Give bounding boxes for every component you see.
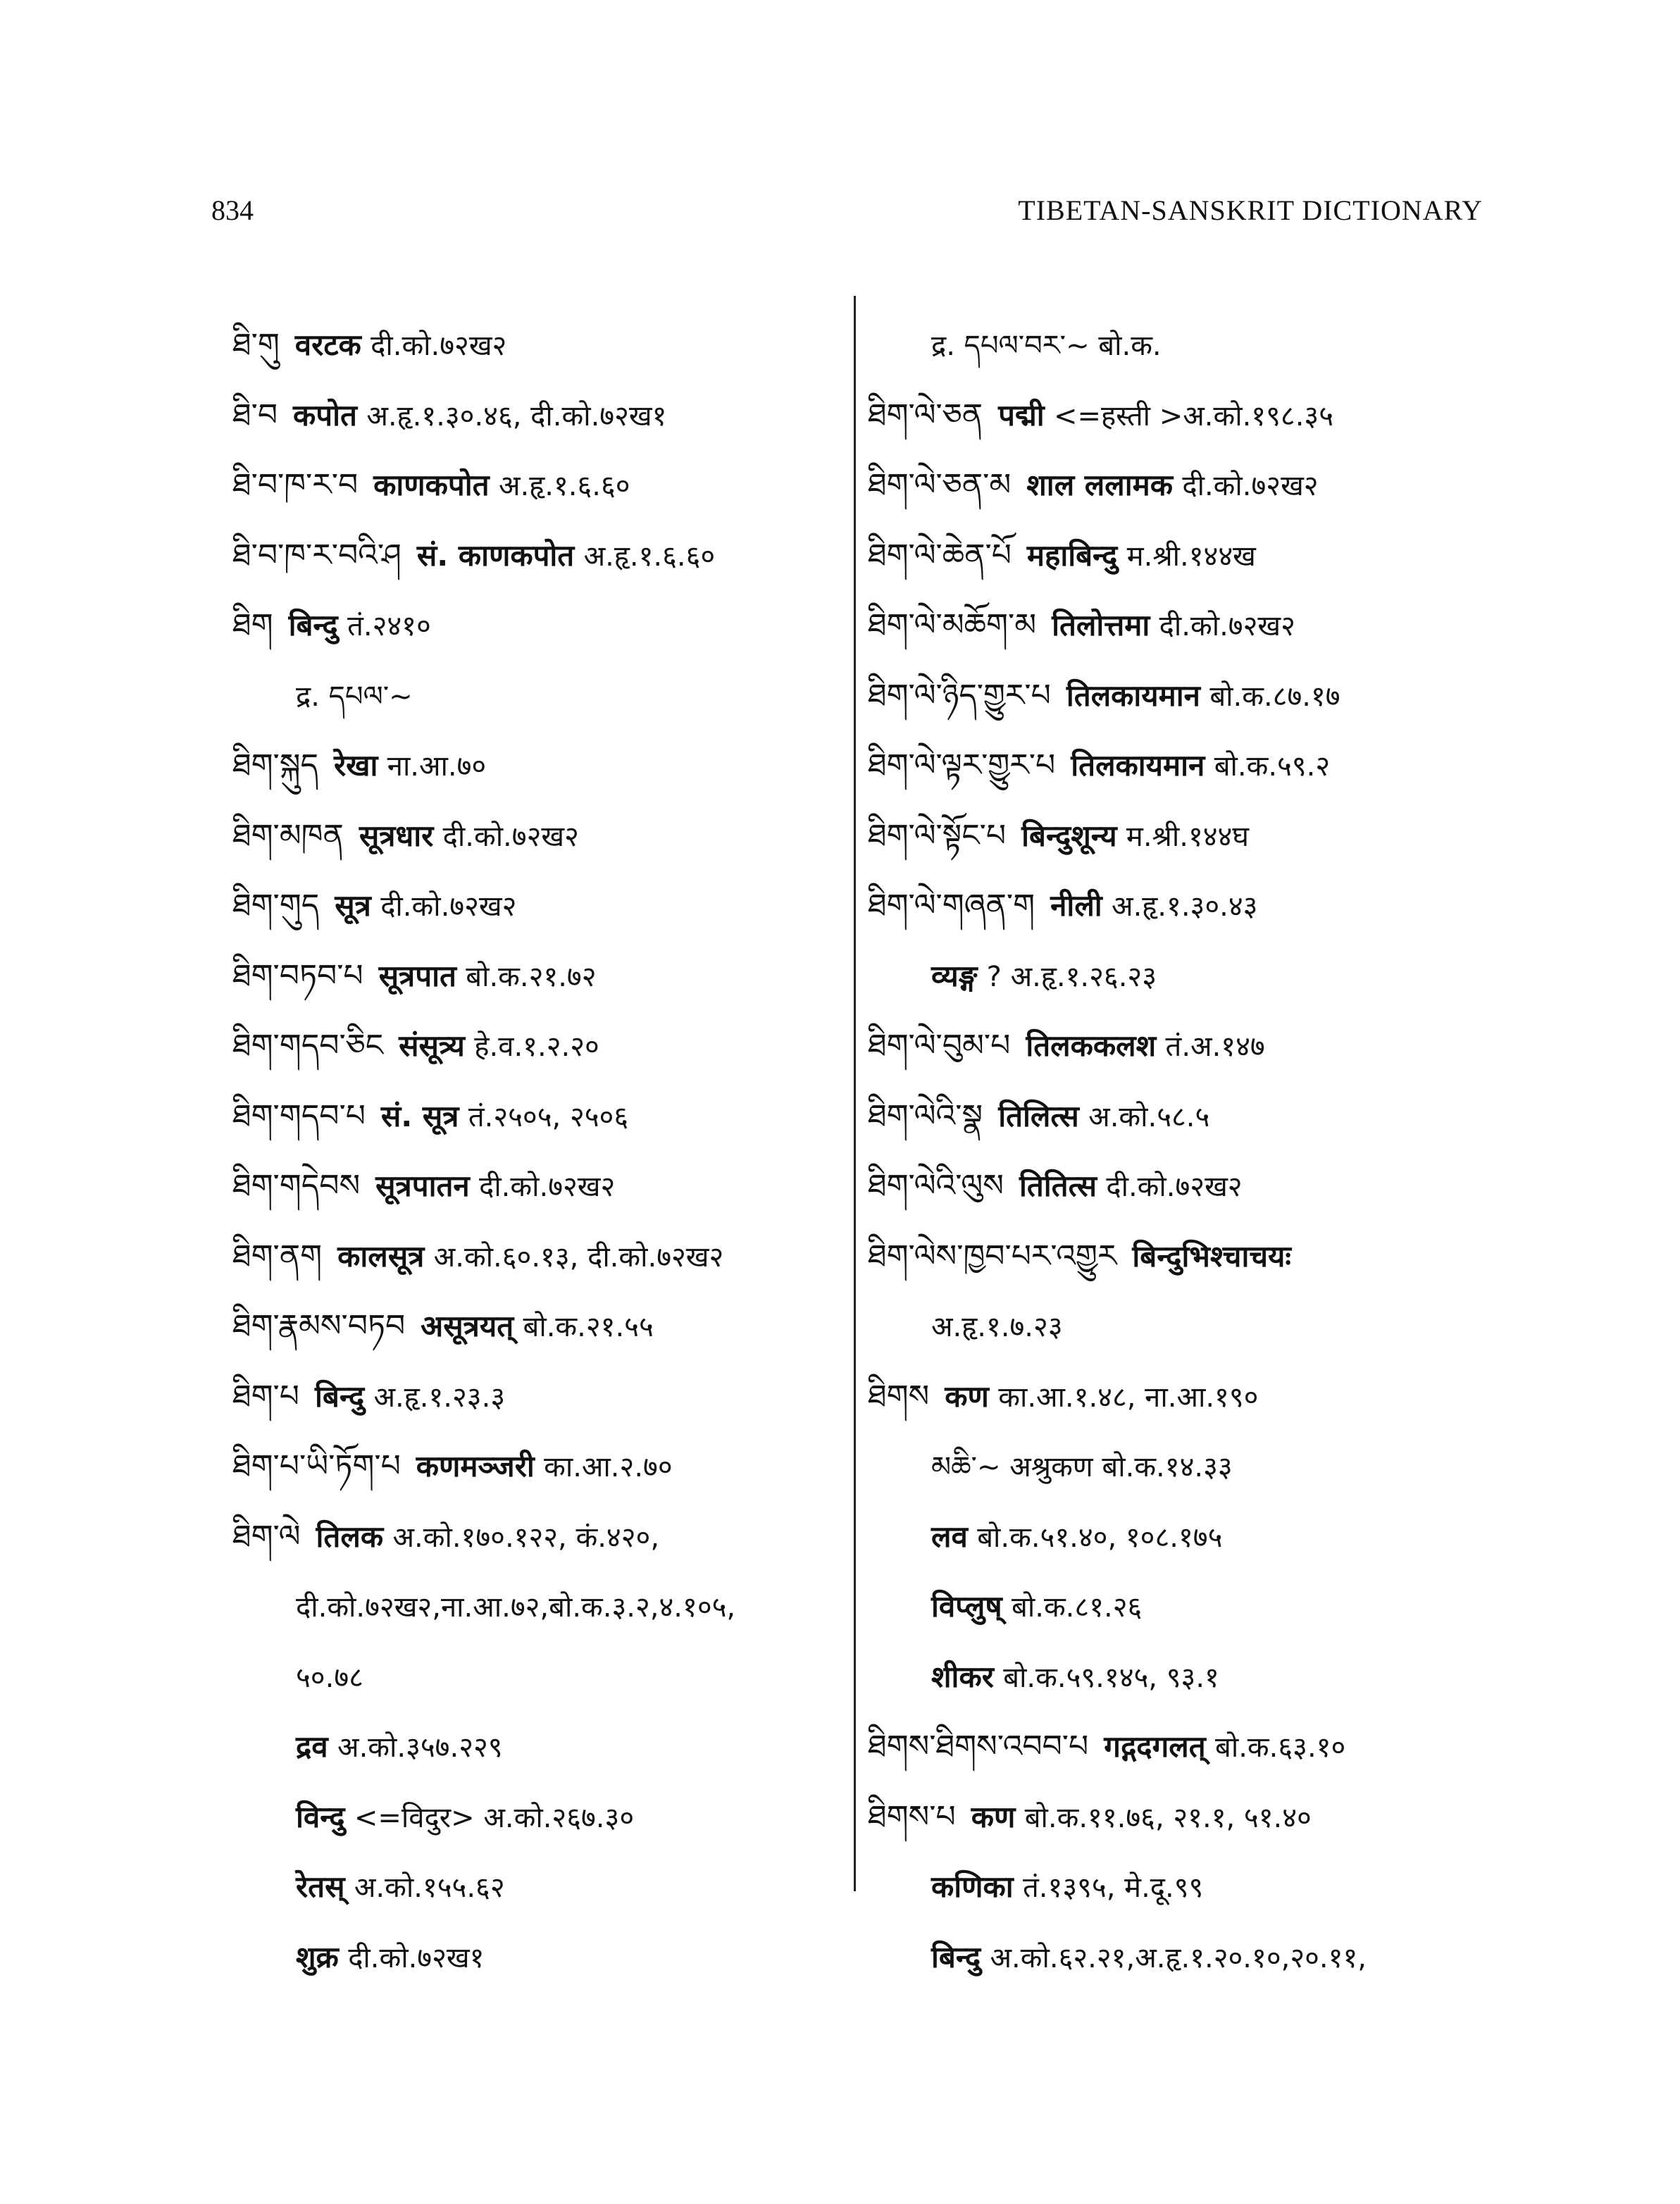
sanskrit-equivalent: तिलित्स xyxy=(998,1098,1079,1133)
tibetan-headword: ཐིགས་ཐིགས་འབབ་པ xyxy=(868,1729,1089,1764)
dictionary-entry xyxy=(232,801,838,871)
sanskrit-equivalent: तितित्स xyxy=(1019,1169,1097,1203)
sanskrit-equivalent: शुक्र xyxy=(296,1939,339,1974)
tibetan-headword: ཐིག་ལེ་བུམ་པ xyxy=(868,1028,1011,1064)
source-reference: दी.को.७२ख२ xyxy=(1106,1171,1243,1203)
sanskrit-equivalent: बिन्दु xyxy=(931,1939,981,1974)
source-reference: म.श्री.१४४ख xyxy=(1126,540,1256,573)
sanskrit-equivalent: नीली xyxy=(1050,888,1102,923)
tibetan-headword: ཐིགས xyxy=(868,1378,930,1414)
dictionary-entry xyxy=(868,590,1488,661)
tibetan-headword: ཐིག་ལེའི་ལུས xyxy=(868,1168,1004,1204)
source-reference: མཆི་~ अश्रुकण बो.क.१४.३३ xyxy=(931,1451,1233,1483)
source-reference: अ.को.५८.५ xyxy=(1088,1100,1210,1133)
tibetan-headword: ཐིག་ལེའི་སྣ xyxy=(868,1097,983,1134)
source-reference: बो.क.६३.१० xyxy=(1215,1731,1346,1764)
source-reference: बो.क.५९.२ xyxy=(1214,750,1331,783)
tibetan-headword: ཐིག་ལེ་ལྟར་གྱུར་པ xyxy=(868,747,1056,783)
entry-continuation xyxy=(868,1922,1488,1993)
dictionary-entry xyxy=(232,521,838,591)
dictionary-entry xyxy=(232,1291,838,1362)
sanskrit-equivalent: सं. काणकपोत xyxy=(416,537,575,573)
dictionary-entry xyxy=(868,730,1488,801)
sanskrit-equivalent: तिलकायमान xyxy=(1066,678,1200,713)
source-reference: ना.आ.७० xyxy=(387,750,487,783)
right-column xyxy=(868,310,1488,1992)
dictionary-entry xyxy=(232,310,838,380)
tibetan-headword: ཐིག་ལེ་ཅན་མ xyxy=(868,467,1012,503)
dictionary-entry xyxy=(232,380,838,451)
tibetan-headword: ཐིག་སྐུད xyxy=(232,747,318,783)
source-reference: तं.१३९५, मे.दू.९९ xyxy=(1023,1872,1204,1904)
source-reference: बो.क.५९.१४५, ९३.१ xyxy=(1003,1661,1219,1694)
dictionary-entry xyxy=(868,1782,1488,1853)
tibetan-headword: ཐིག xyxy=(232,607,273,643)
sanskrit-equivalent: तिलक xyxy=(316,1519,384,1554)
entry-continuation xyxy=(232,1782,838,1853)
dictionary-entry xyxy=(232,1502,838,1572)
source-reference: दी.को.७२ख१ xyxy=(348,1941,485,1974)
tibetan-headword: ཐིག་གདེབས xyxy=(232,1168,361,1204)
dictionary-entry xyxy=(868,871,1488,941)
source-reference: अ.हृ.१.६.६० xyxy=(498,470,630,502)
entry-continuation xyxy=(232,1571,838,1642)
tibetan-headword: ཐིག་གུད xyxy=(232,888,320,923)
source-reference: अ.को.३५७.२२९ xyxy=(337,1731,503,1764)
dictionary-entry xyxy=(232,590,838,661)
sanskrit-equivalent: लव xyxy=(931,1519,968,1554)
source-reference: द्र. དཔལ་~ xyxy=(296,680,413,713)
source-reference: बो.क.५१.४०, १०८.१७५ xyxy=(977,1521,1223,1554)
dictionary-entry xyxy=(232,1221,838,1292)
entry-continuation xyxy=(868,310,1488,380)
sanskrit-equivalent: रेखा xyxy=(333,748,378,783)
sanskrit-equivalent: कालसूत्र xyxy=(337,1238,425,1274)
dictionary-entry xyxy=(868,380,1488,451)
dictionary-entry xyxy=(868,1151,1488,1221)
tibetan-headword: ཐིག་གདབ་པ xyxy=(232,1097,366,1134)
dictionary-entry xyxy=(232,1362,838,1432)
source-reference: <=विदुर> अ.को.२६७.३० xyxy=(354,1801,635,1834)
sanskrit-equivalent: कणमञ्जरी xyxy=(416,1449,535,1483)
sanskrit-equivalent: सूत्र xyxy=(335,888,371,923)
tibetan-headword: ཐིག་པ xyxy=(232,1378,299,1414)
source-reference: बो.क.२१.७२ xyxy=(466,960,597,993)
tibetan-headword: ཐིག་བཏབ་པ xyxy=(232,957,363,994)
dictionary-entry xyxy=(232,1081,838,1152)
dictionary-entry xyxy=(232,730,838,801)
sanskrit-equivalent: तिलोत्तमा xyxy=(1052,608,1150,642)
sanskrit-equivalent: संसूत्र्य xyxy=(399,1028,465,1063)
source-reference: दी.को.७२ख२ xyxy=(371,330,507,362)
source-reference: अ.हृ.१.७.२३ xyxy=(931,1311,1063,1343)
sanskrit-equivalent: विन्दु xyxy=(296,1799,345,1834)
source-reference: दी.को.७२ख२ xyxy=(380,890,517,923)
tibetan-headword: ཐི་གུ xyxy=(232,327,280,363)
tibetan-headword: ཐི་བ་ཁ་ར་བ xyxy=(232,467,359,503)
source-reference: अ.हृ.१.३०.४६, दी.को.७२ख१ xyxy=(366,399,667,432)
source-reference: का.आ.२.७० xyxy=(544,1451,673,1483)
entry-continuation xyxy=(232,1922,838,1993)
tibetan-headword: ཐིག་ལེ་གཞན་ག xyxy=(868,888,1035,923)
source-reference: का.आ.१.४८, ना.आ.१९० xyxy=(998,1381,1259,1414)
source-reference: बो.क.८१.२६ xyxy=(1012,1591,1143,1624)
dictionary-entry xyxy=(232,1431,838,1502)
sanskrit-equivalent: बिन्दु xyxy=(315,1378,365,1414)
sanskrit-equivalent: तिलककलश xyxy=(1026,1028,1157,1063)
dictionary-entry xyxy=(232,1011,838,1081)
sanskrit-equivalent: गद्गदगलत् xyxy=(1104,1729,1206,1764)
source-reference: अ.को.१५५.६२ xyxy=(354,1872,505,1904)
sanskrit-equivalent: द्रव xyxy=(296,1729,328,1764)
tibetan-headword: ཐི་བ xyxy=(232,397,278,433)
dictionary-entry xyxy=(868,661,1488,731)
source-reference: तं.२५०५, २५०६ xyxy=(468,1100,629,1133)
sanskrit-equivalent: सूत्रधार xyxy=(359,818,434,853)
sanskrit-equivalent: असूत्रयत् xyxy=(421,1309,514,1343)
tibetan-headword: ཐིག་ལེ་ཉིད་གྱུར་པ xyxy=(868,677,1051,714)
tibetan-headword: ཐིག་ལེ་མཆོག་མ xyxy=(868,607,1037,643)
source-reference: द्र. དཔལ་བར་~ बो.क. xyxy=(931,330,1162,362)
source-reference: दी.को.७२ख२ xyxy=(1159,610,1295,642)
sanskrit-equivalent: काणकपोत xyxy=(373,468,490,502)
sanskrit-equivalent: पद्मी xyxy=(998,397,1045,432)
dictionary-entry xyxy=(232,941,838,1011)
dictionary-entry xyxy=(868,1221,1488,1292)
source-reference: तं.२४१० xyxy=(347,610,431,642)
tibetan-headword: ཐིག་གདབ་ཅིང xyxy=(232,1028,384,1064)
source-reference: बो.क.८७.१७ xyxy=(1209,680,1340,713)
entry-continuation xyxy=(232,1852,838,1922)
tibetan-headword: ཐིག་ནག xyxy=(232,1238,323,1274)
column-divider xyxy=(854,296,856,1891)
entry-continuation xyxy=(868,1431,1488,1502)
sanskrit-equivalent: व्यङ्ग xyxy=(931,958,978,993)
sanskrit-equivalent: वरटक xyxy=(294,328,361,362)
tibetan-headword: ཐིགས་པ xyxy=(868,1798,956,1835)
entry-continuation xyxy=(868,1502,1488,1572)
dictionary-entry xyxy=(232,1151,838,1221)
dictionary-entry xyxy=(232,871,838,941)
source-reference: ? अ.हृ.१.२६.२३ xyxy=(986,960,1157,993)
running-title: TIBETAN-SANSKRIT DICTIONARY xyxy=(1018,194,1483,226)
dictionary-entry xyxy=(868,1081,1488,1152)
tibetan-headword: ཐིག་པ་ཡི་ཏོག་པ xyxy=(232,1448,401,1484)
entry-continuation xyxy=(232,1712,838,1782)
dictionary-entry xyxy=(868,450,1488,521)
sanskrit-equivalent: महाबिन्दु xyxy=(1026,537,1118,573)
source-reference: अ.को.६०.१३, दी.को.७२ख२ xyxy=(433,1240,724,1274)
source-reference: तं.अ.१४७ xyxy=(1165,1031,1265,1063)
sanskrit-equivalent: सं. सूत्र xyxy=(380,1098,459,1133)
sanskrit-equivalent: सूत्रपात xyxy=(378,958,456,993)
sanskrit-equivalent: रेतस् xyxy=(296,1869,345,1904)
source-reference: बो.क.११.७६, २१.१, ५१.४० xyxy=(1024,1801,1312,1834)
entry-continuation xyxy=(868,1642,1488,1712)
entry-continuation xyxy=(868,1852,1488,1922)
source-reference: ५०.७८ xyxy=(296,1661,363,1694)
entry-continuation xyxy=(232,1642,838,1712)
sanskrit-equivalent: बिन्दु xyxy=(288,608,338,642)
tibetan-headword: ཐིག་ལེ་ཅན xyxy=(868,397,983,433)
entry-continuation xyxy=(868,1291,1488,1362)
left-column xyxy=(232,310,838,1992)
sanskrit-equivalent: विप्लुष् xyxy=(931,1589,1002,1624)
source-reference: <=हस्ती >अ.को.१९८.३५ xyxy=(1054,399,1334,432)
tibetan-headword: ཐིག་ལེ་སྟོང་པ xyxy=(868,817,1007,854)
sanskrit-equivalent: कणिका xyxy=(931,1869,1014,1904)
tibetan-headword: ཐིག་ལེས་ཁྱབ་པར་འགྱུར xyxy=(868,1238,1117,1274)
dictionary-entry xyxy=(868,1011,1488,1081)
dictionary-entry xyxy=(868,801,1488,871)
source-reference: दी.को.७२ख२ xyxy=(479,1171,616,1203)
tibetan-headword: ཐི་བ་ཁ་ར་བའི་ཤ xyxy=(232,537,402,573)
dictionary-entry xyxy=(868,1362,1488,1432)
sanskrit-equivalent: शीकर xyxy=(931,1659,994,1694)
source-reference: बो.क.२१.५५ xyxy=(523,1311,654,1343)
sanskrit-equivalent: शाल ललामक xyxy=(1026,468,1173,502)
source-reference: अ.हृ.१.६.६० xyxy=(583,540,716,573)
sanskrit-equivalent: सूत्रपातन xyxy=(375,1169,470,1203)
source-reference: दी.को.७२ख२ xyxy=(442,820,579,853)
source-reference: हे.व.१.२.२० xyxy=(474,1031,599,1063)
dictionary-entry xyxy=(868,521,1488,591)
source-reference: अ.को.१७०.१२२, कं.४२०, xyxy=(392,1521,660,1554)
entry-continuation xyxy=(868,941,1488,1011)
source-reference: दी.को.७२ख२ xyxy=(1182,470,1319,502)
sanskrit-equivalent: बिन्दुशून्य xyxy=(1021,818,1117,853)
dictionary-entry xyxy=(868,1712,1488,1782)
tibetan-headword: ཐིག་རྣམས་བཏབ xyxy=(232,1308,406,1344)
tibetan-headword: ཐིག་མཁན xyxy=(232,817,344,854)
page-number: 834 xyxy=(211,194,254,226)
entry-continuation xyxy=(868,1571,1488,1642)
tibetan-headword: ཐིག་ལེ་ཆེན་པོ xyxy=(868,537,1012,573)
source-reference: अ.हृ.१.२३.३ xyxy=(373,1381,506,1414)
sanskrit-equivalent: कण xyxy=(945,1378,989,1414)
sanskrit-equivalent: तिलकायमान xyxy=(1071,748,1205,783)
entry-continuation xyxy=(232,661,838,731)
sanskrit-equivalent: बिन्दुभिश्चाचयः xyxy=(1132,1238,1291,1274)
source-reference: म.श्री.१४४घ xyxy=(1126,820,1249,853)
source-reference: अ.हृ.१.३०.४३ xyxy=(1112,890,1258,923)
source-reference: अ.को.६२.२१,अ.हृ.१.२०.१०,२०.११, xyxy=(990,1941,1367,1974)
sanskrit-equivalent: कण xyxy=(971,1799,1016,1834)
dictionary-entry xyxy=(232,450,838,521)
source-reference: दी.को.७२ख२,ना.आ.७२,बो.क.३.२,४.१०५, xyxy=(296,1591,736,1624)
sanskrit-equivalent: कपोत xyxy=(293,397,357,432)
tibetan-headword: ཐིག་ལེ xyxy=(232,1518,301,1555)
